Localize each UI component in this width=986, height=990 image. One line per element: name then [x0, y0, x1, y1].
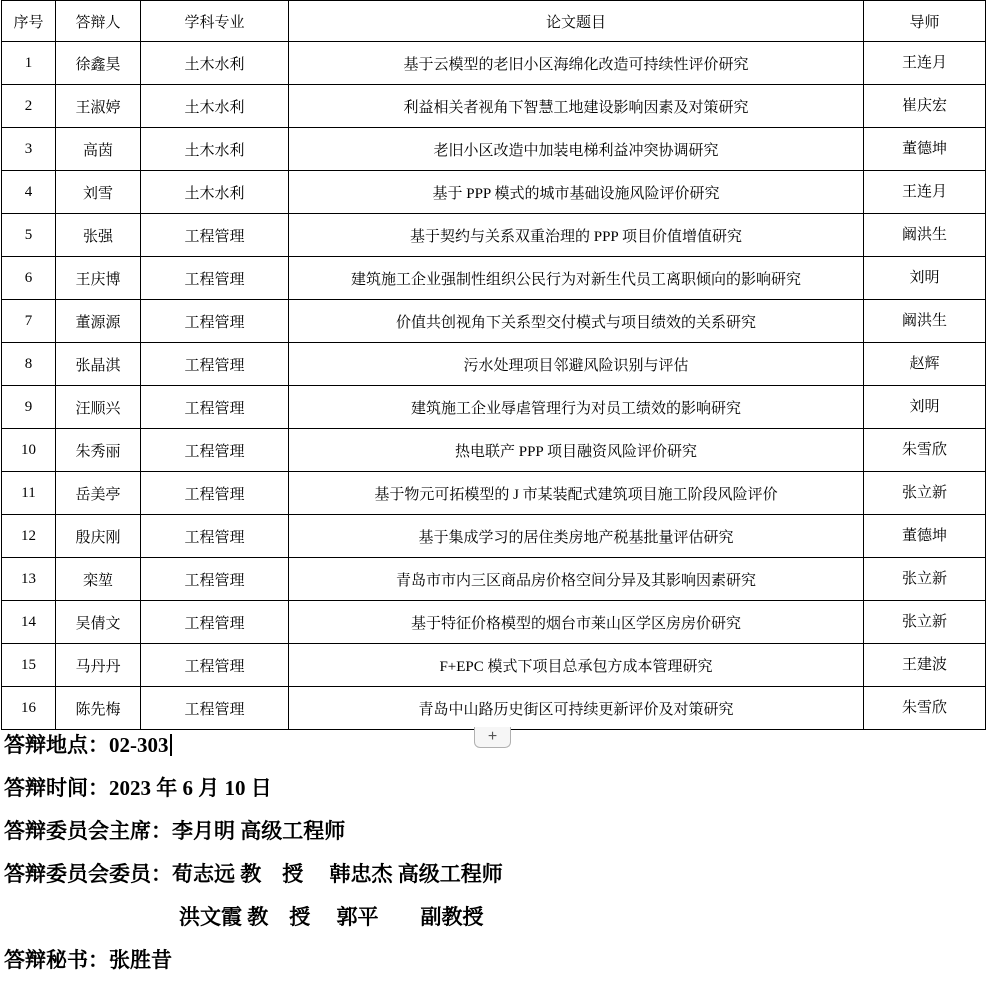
cell-major: 土木水利	[141, 42, 289, 85]
cell-name: 张强	[56, 214, 141, 257]
defense-location-line	[4, 733, 982, 757]
cell-no: 1	[2, 42, 56, 85]
cell-title: 基于集成学习的居住类房地产税基批量评估研究	[289, 515, 864, 558]
table-row	[2, 429, 986, 472]
cell-advisor: 朱雪欣	[864, 687, 986, 730]
cell-title: 建筑施工企业辱虐管理行为对员工绩效的影响研究	[289, 386, 864, 429]
cell-advisor: 刘明	[864, 257, 986, 300]
cell-no: 9	[2, 386, 56, 429]
table-row	[2, 515, 986, 558]
table-row	[2, 128, 986, 171]
plus-icon: +	[487, 728, 498, 745]
cell-major: 工程管理	[141, 687, 289, 730]
cell-name: 栾堃	[56, 558, 141, 601]
cell-major: 工程管理	[141, 558, 289, 601]
cell-no: 13	[2, 558, 56, 601]
cell-title: 污水处理项目邻避风险识别与评估	[289, 343, 864, 386]
cell-major: 土木水利	[141, 85, 289, 128]
cell-name: 王庆博	[56, 257, 141, 300]
defense-time-text: 答辩时间：2023 年 6 月 10 日	[4, 776, 272, 800]
defense-location-text: 答辩地点：02-303	[4, 733, 169, 757]
cell-no: 2	[2, 85, 56, 128]
cell-no: 3	[2, 128, 56, 171]
table-row	[2, 343, 986, 386]
cell-advisor: 王连月	[864, 171, 986, 214]
cell-no: 12	[2, 515, 56, 558]
cell-title: 热电联产 PPP 项目融资风险评价研究	[289, 429, 864, 472]
defense-secretary-text: 答辩秘书：张胜昔	[4, 948, 172, 972]
cell-title: 价值共创视角下关系型交付模式与项目绩效的关系研究	[289, 300, 864, 343]
committee-chairman-text: 答辩委员会主席：李月明 高级工程师	[4, 819, 346, 843]
cell-advisor: 董德坤	[864, 515, 986, 558]
text-cursor	[170, 734, 172, 756]
cell-title: 基于云模型的老旧小区海绵化改造可持续性评价研究	[289, 42, 864, 85]
table-header-row	[2, 1, 986, 42]
cell-no: 16	[2, 687, 56, 730]
cell-no: 5	[2, 214, 56, 257]
cell-title: 基于特征价格模型的烟台市莱山区学区房房价研究	[289, 601, 864, 644]
committee-members-text-2: 洪文霞 教 授 郭平 副教授	[179, 905, 484, 929]
cell-title: 老旧小区改造中加装电梯利益冲突协调研究	[289, 128, 864, 171]
cell-major: 工程管理	[141, 343, 289, 386]
cell-name: 刘雪	[56, 171, 141, 214]
table-row	[2, 644, 986, 687]
table-row	[2, 214, 986, 257]
cell-title: 基于契约与关系双重治理的 PPP 项目价值增值研究	[289, 214, 864, 257]
cell-major: 工程管理	[141, 300, 289, 343]
cell-title: F+EPC 模式下项目总承包方成本管理研究	[289, 644, 864, 687]
cell-no: 15	[2, 644, 56, 687]
cell-major: 工程管理	[141, 429, 289, 472]
col-header-no: 序号	[2, 1, 56, 42]
committee-members-line	[4, 862, 982, 886]
cell-no: 4	[2, 171, 56, 214]
col-header-title: 论文题目	[289, 1, 864, 42]
cell-title: 基于物元可拓模型的 J 市某装配式建筑项目施工阶段风险评价	[289, 472, 864, 515]
cell-name: 王淑婷	[56, 85, 141, 128]
cell-advisor: 刘明	[864, 386, 986, 429]
defense-schedule-table	[1, 0, 986, 730]
cell-name: 汪顺兴	[56, 386, 141, 429]
table-row	[2, 386, 986, 429]
table-row	[2, 257, 986, 300]
cell-no: 10	[2, 429, 56, 472]
cell-name: 岳美亭	[56, 472, 141, 515]
cell-advisor: 张立新	[864, 601, 986, 644]
cell-no: 6	[2, 257, 56, 300]
table-row	[2, 558, 986, 601]
cell-advisor: 阚洪生	[864, 214, 986, 257]
cell-major: 工程管理	[141, 515, 289, 558]
cell-major: 工程管理	[141, 644, 289, 687]
cell-name: 吴倩文	[56, 601, 141, 644]
table-row	[2, 42, 986, 85]
cell-advisor: 王连月	[864, 42, 986, 85]
cell-no: 14	[2, 601, 56, 644]
cell-title: 基于 PPP 模式的城市基础设施风险评价研究	[289, 171, 864, 214]
cell-advisor: 张立新	[864, 472, 986, 515]
col-header-advisor: 导师	[864, 1, 986, 42]
cell-name: 董源源	[56, 300, 141, 343]
defense-table-body	[2, 42, 986, 730]
cell-advisor: 赵辉	[864, 343, 986, 386]
cell-name: 朱秀丽	[56, 429, 141, 472]
cell-title: 青岛市市内三区商品房价格空间分异及其影响因素研究	[289, 558, 864, 601]
document-footer	[4, 733, 982, 990]
cell-major: 工程管理	[141, 257, 289, 300]
cell-advisor: 王建波	[864, 644, 986, 687]
table-row	[2, 687, 986, 730]
cell-title: 利益相关者视角下智慧工地建设影响因素及对策研究	[289, 85, 864, 128]
cell-name: 徐鑫昊	[56, 42, 141, 85]
cell-name: 陈先梅	[56, 687, 141, 730]
cell-advisor: 朱雪欣	[864, 429, 986, 472]
cell-major: 土木水利	[141, 171, 289, 214]
cell-major: 工程管理	[141, 214, 289, 257]
table-row	[2, 300, 986, 343]
cell-advisor: 崔庆宏	[864, 85, 986, 128]
cell-no: 11	[2, 472, 56, 515]
col-header-major: 学科专业	[141, 1, 289, 42]
cell-title: 建筑施工企业强制性组织公民行为对新生代员工离职倾向的影响研究	[289, 257, 864, 300]
defense-secretary-line	[4, 948, 982, 972]
table-row	[2, 171, 986, 214]
cell-title: 青岛中山路历史街区可持续更新评价及对策研究	[289, 687, 864, 730]
cell-advisor: 张立新	[864, 558, 986, 601]
cell-name: 殷庆刚	[56, 515, 141, 558]
col-header-defender: 答辩人	[56, 1, 141, 42]
cell-name: 高茵	[56, 128, 141, 171]
committee-chairman-line	[4, 819, 982, 843]
cell-major: 土木水利	[141, 128, 289, 171]
table-row	[2, 472, 986, 515]
cell-no: 7	[2, 300, 56, 343]
cell-major: 工程管理	[141, 601, 289, 644]
defense-time-line	[4, 776, 982, 800]
cell-name: 张晶淇	[56, 343, 141, 386]
cell-name: 马丹丹	[56, 644, 141, 687]
cell-no: 8	[2, 343, 56, 386]
committee-members-line-2	[179, 905, 982, 929]
cell-major: 工程管理	[141, 386, 289, 429]
cell-advisor: 董德坤	[864, 128, 986, 171]
table-row	[2, 85, 986, 128]
cell-advisor: 阚洪生	[864, 300, 986, 343]
table-row	[2, 601, 986, 644]
committee-members-text: 答辩委员会委员：荀志远 教 授 韩忠杰 高级工程师	[4, 862, 503, 886]
cell-major: 工程管理	[141, 472, 289, 515]
